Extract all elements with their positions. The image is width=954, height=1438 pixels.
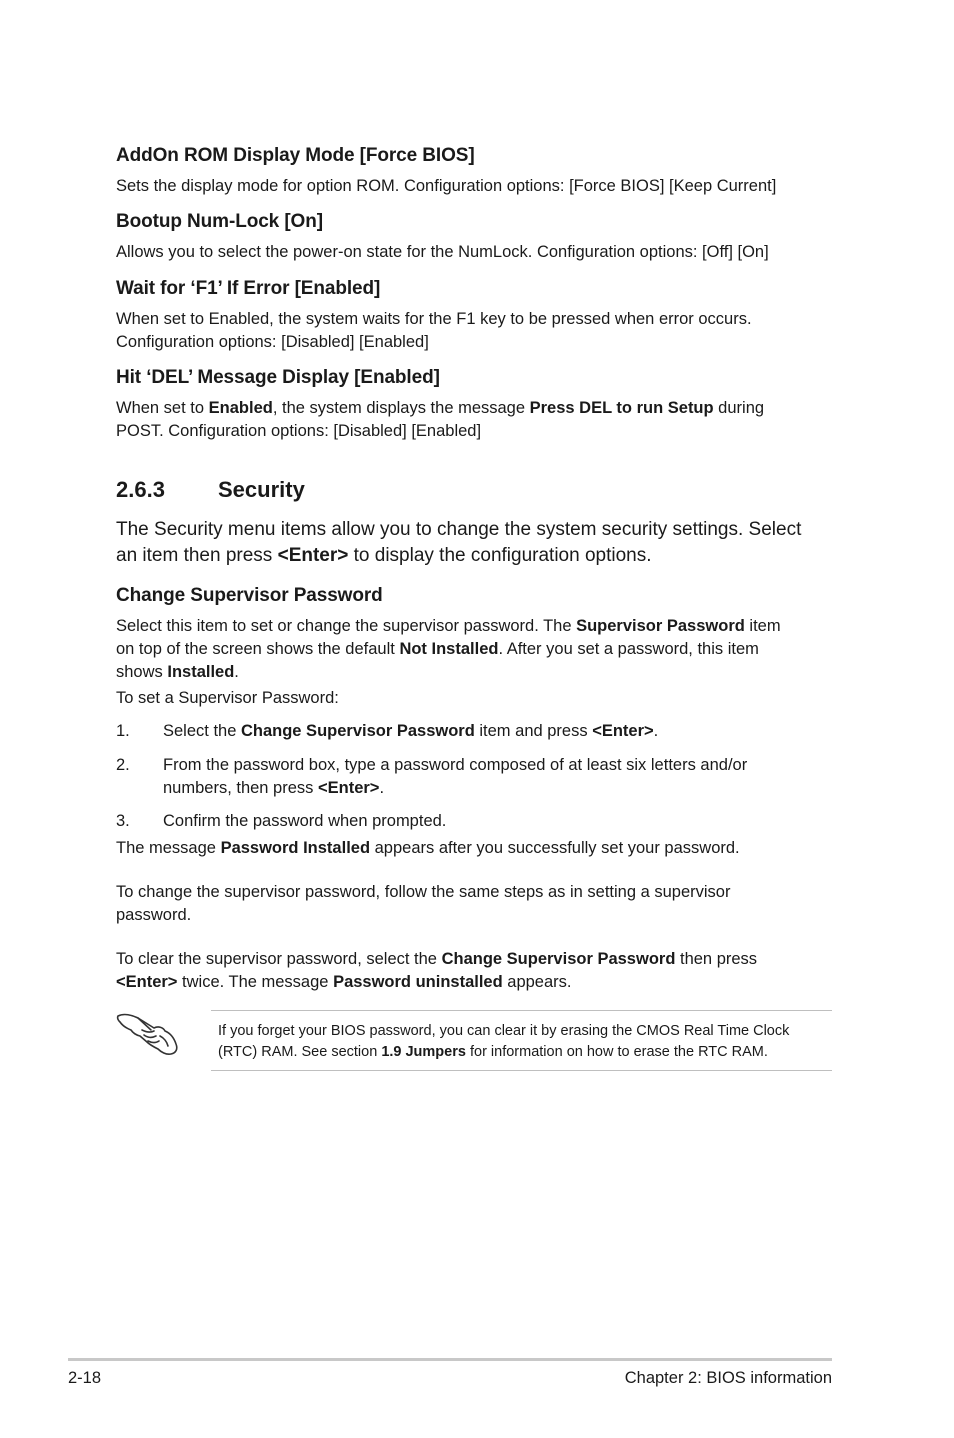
clear-line2: <Enter> twice. The message Password uninstalled appears. (116, 973, 572, 991)
step-1-text: Select the Change Supervisor Password item and press <Enter>. (163, 722, 659, 740)
section-number: 2.6.3 (116, 477, 165, 502)
step-2-text (163, 754, 747, 800)
step-2 (116, 754, 836, 802)
wait-f1-line2: Configuration options: [Disabled] [Enabled] (116, 333, 429, 351)
wait-f1-heading: Wait for ‘F1’ If Error [Enabled] (116, 278, 381, 299)
wait-f1-description (116, 308, 752, 354)
numlock-description: Allows you to select the power-on state for the NumLock. Configuration options: [Off] [On] (116, 243, 769, 261)
chapter-label: Chapter 2: BIOS information (624, 1369, 832, 1387)
step-1 (116, 720, 836, 744)
security-intro-line2: an item then press <Enter> to display the configuration options. (116, 545, 652, 566)
step-3 (116, 810, 836, 834)
supervisor-heading: Change Supervisor Password (116, 585, 383, 606)
addon-rom-description: Sets the display mode for option ROM. Configuration options: [Force BIOS] [Keep Current] (116, 177, 777, 195)
to-set-label: To set a Supervisor Password: (116, 689, 339, 707)
numlock-heading: Bootup Num-Lock [On] (116, 211, 323, 232)
note-bottom-rule (211, 1070, 832, 1071)
hit-del-line1: When set to Enabled, the system displays the message Press DEL to run Setup during (116, 399, 765, 417)
clear-password-paragraph (116, 948, 757, 994)
security-intro-line1: The Security menu items allow you to change the system security settings. Select (116, 519, 802, 540)
section-title: Security (218, 477, 305, 502)
note-line1: If you forget your BIOS password, you can clear it by erasing the CMOS Real Time Clock (218, 1023, 790, 1039)
addon-rom-heading: AddOn ROM Display Mode [Force BIOS] (116, 145, 475, 166)
supervisor-desc-line2: on top of the screen shows the default Not Installed. After you set a password, this item (116, 640, 759, 658)
security-intro (116, 517, 801, 569)
step-2-line1: From the password box, type a password composed of at least six letters and/or (163, 756, 748, 774)
supervisor-desc-line3: shows Installed. (116, 663, 239, 681)
wait-f1-line1: When set to Enabled, the system waits for the F1 key to be pressed when error occurs. (116, 310, 752, 328)
note-top-rule (211, 1010, 832, 1011)
footer-rule (68, 1358, 832, 1361)
password-installed-message: The message Password Installed appears after you successfully set your password. (116, 839, 740, 857)
clear-line1: To clear the supervisor password, select the Change Supervisor Password then press (116, 950, 758, 968)
pointing-hand-icon (116, 1008, 180, 1058)
supervisor-description (116, 615, 781, 684)
step-3-text: Confirm the password when prompted. (163, 812, 447, 830)
note-text (218, 1021, 789, 1062)
hit-del-description (116, 397, 764, 443)
note-line2: (RTC) RAM. See section 1.9 Jumpers for information on how to erase the RTC RAM. (218, 1043, 768, 1060)
step-2-number: 2. (116, 756, 130, 774)
page-number: 2-18 (68, 1369, 102, 1387)
supervisor-desc-line1: Select this item to set or change the supervisor password. The Supervisor Password item (116, 617, 781, 635)
hit-del-heading: Hit ‘DEL’ Message Display [Enabled] (116, 367, 440, 388)
change-line1: To change the supervisor password, follow the same steps as in setting a supervisor (116, 883, 731, 901)
hit-del-line2: POST. Configuration options: [Disabled] [Enabled] (116, 422, 482, 440)
step-3-number: 3. (116, 812, 130, 830)
step-2-line2: numbers, then press <Enter>. (163, 779, 385, 797)
step-1-number: 1. (116, 722, 130, 740)
change-line2: password. (116, 906, 192, 924)
change-password-paragraph (116, 881, 730, 927)
